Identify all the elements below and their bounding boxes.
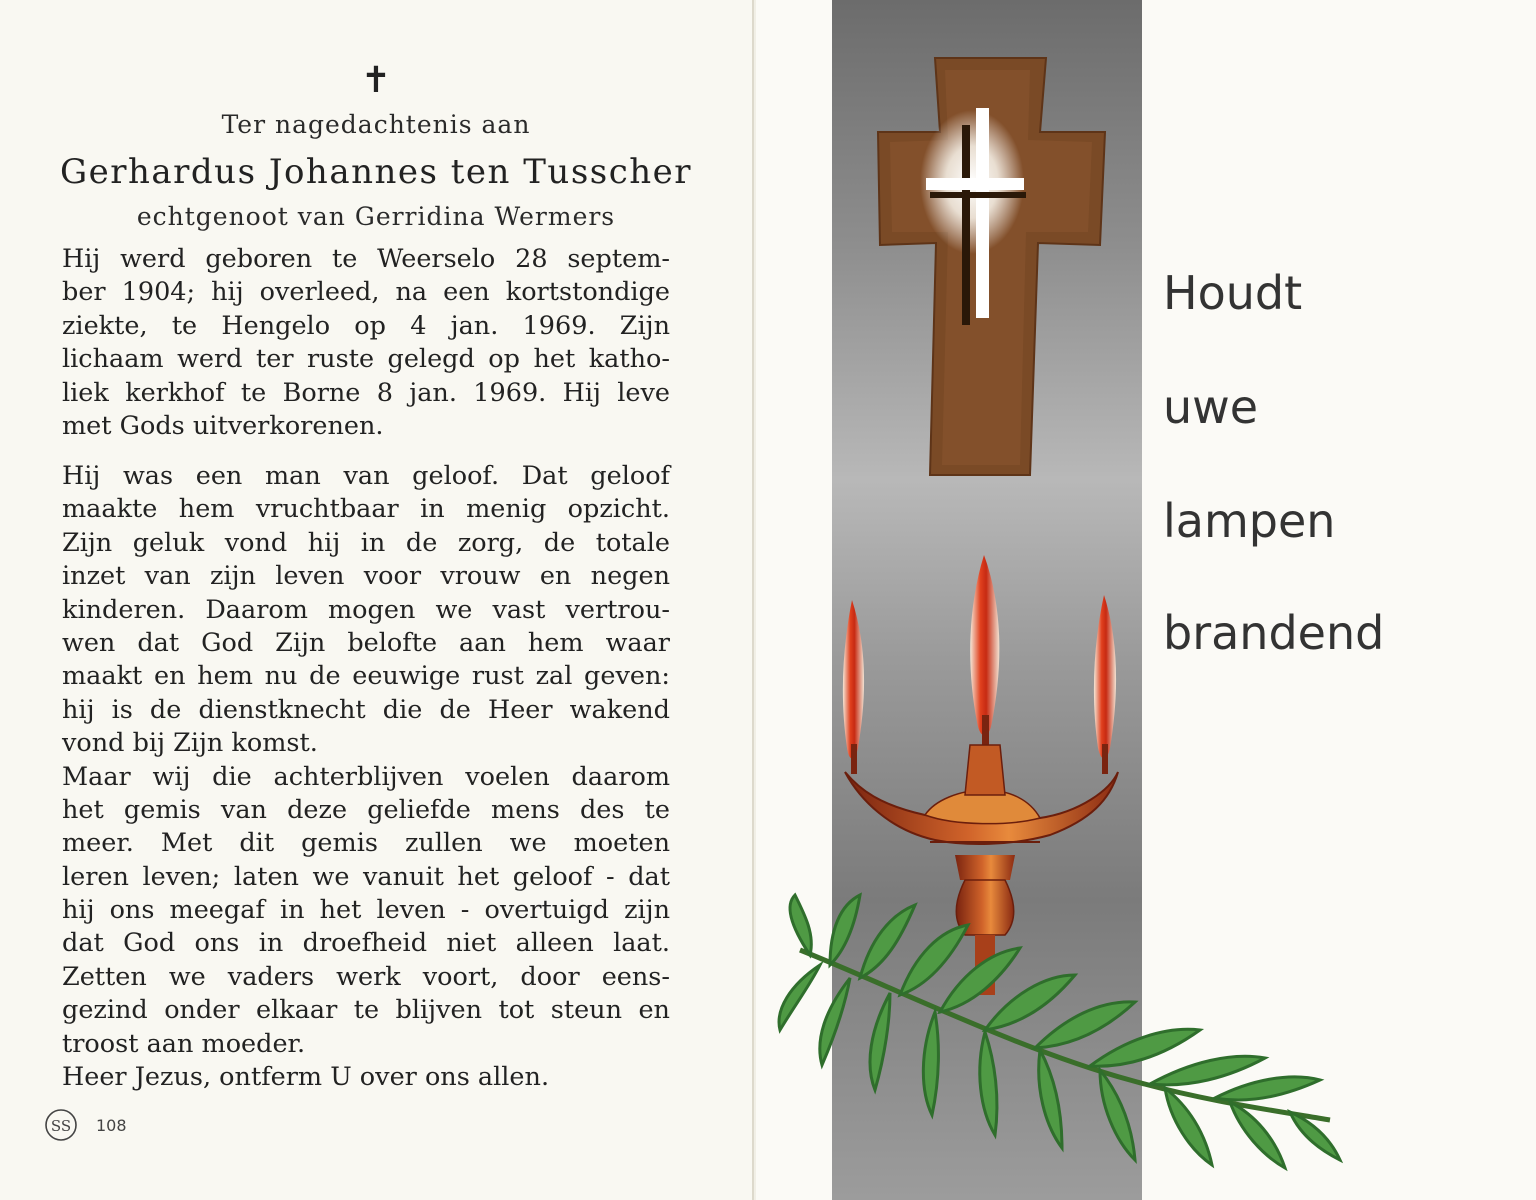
text-line: maakt en hem nu de eeuwige rust zal geven: xyxy=(62,661,670,692)
motto-word: Houdt xyxy=(1163,266,1303,320)
text-line: wen dat God Zijn belofte aan hem waar xyxy=(62,627,670,658)
publisher-logo-icon xyxy=(44,1108,78,1142)
text-line: hij ons meegaf in het leven - overtuigd zijn xyxy=(62,895,670,926)
flame-icon xyxy=(1094,595,1116,774)
text-line: ber 1904; hij overleed, na een kortstondige xyxy=(62,277,670,308)
motto-word: brandend xyxy=(1163,606,1385,660)
flame-icon xyxy=(970,555,999,745)
text-line: Zijn geluk vond hij in de zorg, de totale xyxy=(62,527,670,558)
text-line: het gemis van deze geliefde mens des te xyxy=(62,794,670,825)
text-line: maakte hem vruchtbaar in menig opzicht. xyxy=(62,494,670,525)
svg-text:SS: SS xyxy=(50,1117,72,1135)
text-line: leren leven; laten we vanuit het geloof - dat xyxy=(62,861,670,892)
palm-branch-icon xyxy=(779,895,1340,1168)
publisher-number: 108 xyxy=(96,1116,127,1135)
text-line: dat God ons in droefheid niet alleen laat. xyxy=(62,928,670,959)
text-line: hij is de dienstknecht die de Heer wakend xyxy=(62,694,670,725)
text-line: Hij was een man van geloof. Dat geloof xyxy=(62,461,670,491)
motto-word: uwe xyxy=(1163,380,1259,434)
text-line: ziekte, te Hengelo op 4 jan. 1969. Zijn xyxy=(62,310,670,341)
text-line: lichaam werd ter ruste gelegd op het katho- xyxy=(62,344,670,375)
biography-paragraph xyxy=(62,243,670,443)
text-line: gezind onder elkaar te blijven tot steun en xyxy=(62,995,670,1026)
spouse-line: echtgenoot van Gerridina Wermers xyxy=(136,202,616,231)
text-line: Hij werd geboren te Weerselo 28 septem- xyxy=(62,244,670,274)
deceased-name: Gerhardus Johannes ten Tusscher xyxy=(59,152,693,192)
intro-line: Ter nagedachtenis aan xyxy=(221,110,531,139)
text-line: Zetten we vaders werk voort, door eens- xyxy=(62,961,670,992)
text-line: kinderen. Daarom mogen we vast vertrou- xyxy=(62,594,670,625)
flame-icon xyxy=(843,600,864,774)
text-line: met Gods uitverkorenen. xyxy=(62,410,384,441)
text-line: liek kerkhof te Borne 8 jan. 1969. Hij leve xyxy=(62,377,670,408)
cross-icon xyxy=(878,58,1105,475)
reflection-paragraph xyxy=(62,460,670,1094)
text-line: inzet van zijn leven voor vrouw en negen xyxy=(62,561,670,592)
cross-symbol: ✝ xyxy=(360,60,392,101)
motto-word: lampen xyxy=(1163,494,1336,548)
text-line: meer. Met dit gemis zullen we moeten xyxy=(62,828,670,859)
illustration xyxy=(760,0,1380,1200)
text-line: troost aan moeder. xyxy=(62,1028,306,1059)
text-line: vond bij Zijn komst. xyxy=(62,728,318,759)
text-line: Heer Jezus, ontferm U over ons allen. xyxy=(62,1062,550,1093)
text-line: Maar wij die achterblijven voelen daarom xyxy=(62,761,670,792)
